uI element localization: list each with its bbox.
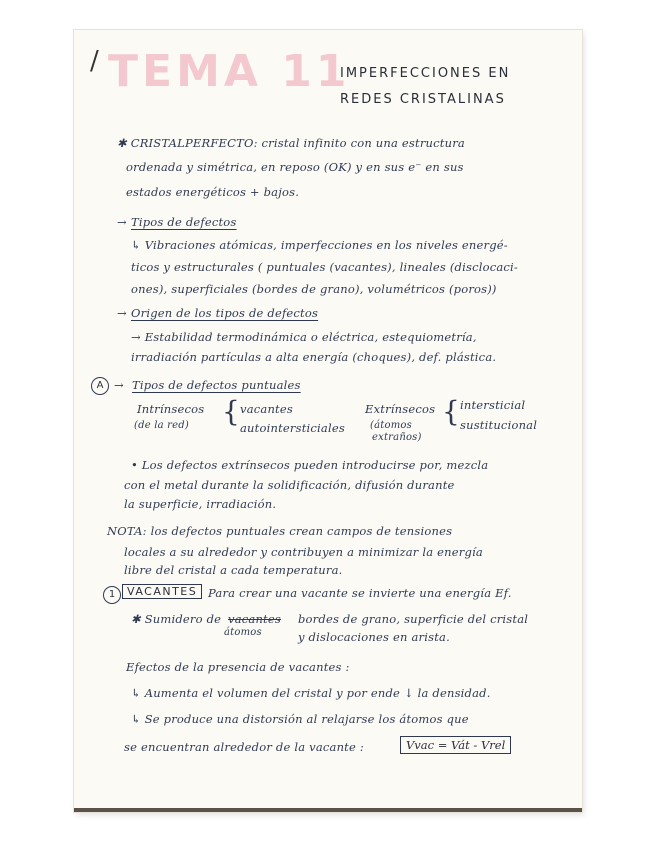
intr-item-vacantes: vacantes <box>240 402 293 416</box>
nota-line2: locales a su alrededor y contribuyen a minimizar la energía <box>124 545 483 559</box>
efectos-heading: Efectos de la presencia de vacantes : <box>126 660 350 674</box>
intr-item-autointersticiales: autointersticiales <box>240 421 345 435</box>
efecto-line2: ↳ Se produce una distorsión al relajarse los átomos que <box>131 712 469 726</box>
page-title-line2: REDES CRISTALINAS <box>340 92 506 107</box>
section-1-marker: 1 <box>103 586 121 604</box>
sumidero-prefix: ✱ Sumidero de <box>131 612 222 626</box>
efecto-line1: ↳ Aumenta el volumen del cristal y por ende ↓ la densidad. <box>131 686 491 700</box>
extrinsecos-sub2: extraños) <box>372 432 422 443</box>
sumidero-line1: bordes de grano, superficie del cristal <box>298 612 529 626</box>
intrinsecos-brace: { <box>222 395 240 428</box>
puntuales-arrow: → <box>114 378 124 392</box>
extr-item-sustitucional: sustitucional <box>460 418 538 432</box>
page-edge <box>74 808 582 812</box>
tema-number: TEMA 11 <box>108 46 351 97</box>
origen-arrow: → <box>117 306 127 320</box>
puntuales-heading: Tipos de defectos puntuales <box>132 378 301 392</box>
tipos-heading: Tipos de defectos <box>131 215 237 229</box>
origen-heading: Origen de los tipos de defectos <box>131 306 319 320</box>
page-title-line1: IMPERFECCIONES EN <box>340 66 511 81</box>
intrinsecos-label: Intrínsecos <box>137 402 205 416</box>
margin-mark: / <box>90 46 99 76</box>
cristal-line1: ✱ CRISTALPERFECTO: cristal infinito con una estructura <box>117 136 465 150</box>
extrinsecos-note1: • Los defectos extrínsecos pueden introducirse por, mezcla <box>131 458 489 472</box>
cristal-line2: ordenada y simétrica, en reposo (OK) y en sus e⁻ en sus <box>126 160 464 174</box>
vacancy-formula: Vvac = Vát - Vrel <box>400 736 511 754</box>
tipos-line2: ticos y estructurales ( puntuales (vacantes), lineales (disclocaci- <box>131 260 519 274</box>
nota-line1: NOTA: los defectos puntuales crean campos de tensiones <box>107 524 453 538</box>
cristal-line3: estados energéticos + bajos. <box>126 185 300 199</box>
extrinsecos-brace: { <box>442 395 460 428</box>
vacantes-line1: Para crear una vacante se invierte una energía Ef. <box>208 586 512 600</box>
vacantes-box: VACANTES <box>122 584 202 599</box>
extrinsecos-sub1: (átomos <box>370 420 412 431</box>
sumidero-replacement: átomos <box>224 627 262 638</box>
extr-item-intersticial: intersticial <box>460 398 526 412</box>
extrinsecos-label: Extrínsecos <box>365 402 436 416</box>
origen-line2: irradiación partículas a alta energía (choques), def. plástica. <box>131 350 497 364</box>
tipos-line1: ↳ Vibraciones atómicas, imperfecciones en los niveles energé- <box>131 238 508 252</box>
section-a-marker: A <box>91 377 109 395</box>
intrinsecos-sub: (de la red) <box>134 420 189 431</box>
nota-line3: libre del cristal a cada temperatura. <box>124 563 343 577</box>
tipos-arrow: → <box>117 215 127 229</box>
tipos-line3: ones), superficiales (bordes de grano), volumétricos (poros)) <box>131 282 497 296</box>
origen-line1: → Estabilidad termodinámica o eléctrica, estequiometría, <box>131 330 477 344</box>
sumidero-line2: y dislocaciones en arista. <box>298 630 450 644</box>
sumidero-struck-word: vacantes <box>228 612 281 626</box>
extrinsecos-note2: con el metal durante la solidificación, difusión durante <box>124 478 455 492</box>
extrinsecos-note3: la superficie, irradiación. <box>124 497 277 511</box>
efecto-line3: se encuentran alrededor de la vacante : <box>124 740 364 754</box>
